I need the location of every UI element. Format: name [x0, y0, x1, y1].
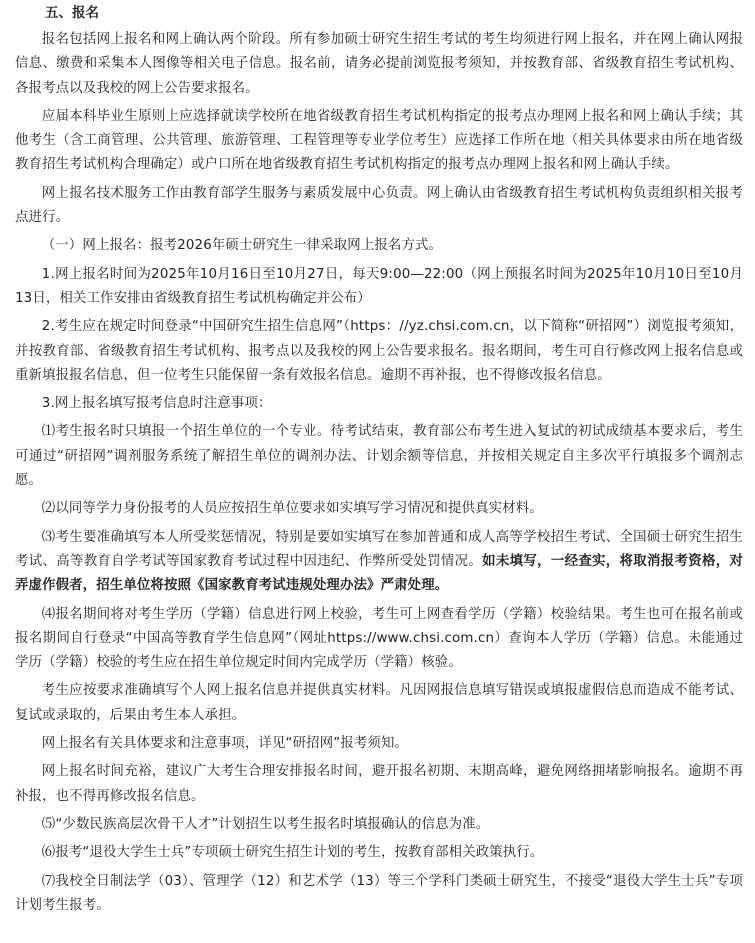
paragraph-timing-advice: 网上报名时间充裕，建议广大考生合理安排报名时间，避开报名初期、末期高峰，避免网络拥堵影响报名。逾期不再补报，也不得再修改报名信息。 — [15, 764, 743, 804]
paragraph-note-2: ⑵以同等学力身份报考的人员应按招生单位要求如实填写学习情况和提供真实材料。 — [41, 501, 543, 517]
paragraph-note-5: ⑸“少数民族高层次骨干人才”计划招生以考生报名时填报确认的信息为准。 — [41, 816, 490, 832]
paragraph-note-3 — [15, 526, 743, 599]
section-heading: 五、报名 — [45, 5, 99, 21]
note-3-text: ⑶考生要准确填写本人所受奖惩情况，特别是要如实填写在参加普通和成人高等学校招生考试、全国硕士研究生招生考试、高等教育自学考试等国家教育考试过程中因违纪、作弊所受处罚情况。 — [15, 529, 743, 569]
paragraph-note-1: ⑴考生报名时只填报一个招生单位的一个专业。待考试结束，教育部公布考生进入复试的初试成绩基本要求后，考生可通过“研招网”调剂服务系统了解招生单位的调剂办法、计划余额等信息，并按相关规定自主多次平行填报多个调剂志愿。 — [15, 424, 743, 489]
paragraph-note-7: ⑺我校全日制法学（03）、管理学（12）和艺术学（13）等三个学科门类硕士研究生，不接受“退役大学生士兵”专项计划考生报考。 — [15, 873, 743, 913]
paragraph-technical-service: 网上报名技术服务工作由教育部学生服务与素质发展中心负责。网上确认由省级教育招生考试机构负责组织相关报考点进行。 — [15, 185, 743, 226]
paragraph-notes-heading: 3.网上报名填写报考信息时注意事项： — [41, 396, 272, 412]
paragraph-note-6: ⑹报考“退役大学生士兵”专项硕士研究生招生计划的考生，按教育部相关政策执行。 — [41, 845, 544, 861]
paragraph-registration-location: 应届本科毕业生原则上应选择就读学校所在地省级教育招生考试机构指定的报考点办理网上报名和网上确认手续；其他考生（含工商管理、公共管理、旅游管理、工程管理等专业学位考生）应选择工作所在地（相关具体要求由所在地省级教育招生考试机构合理确定）或户口所在地省级教育招生考试机构指定的报考点办理网上报名和网上确认手续。 — [15, 108, 743, 173]
note-3-warning: 如未填写，一经查实，将取消报考资格，对弄虚作假者，招生单位将按照《国家教育考试违规处理办法》严肃处理。 — [15, 553, 743, 594]
paragraph-registration-time: 1.网上报名时间为2025年10月16日至10月27日，每天9:00—22:00（网上预报名时间为2025年10月10日至10月13日，相关工作安排由省级教育招生考试机构确定并公布） — [15, 266, 743, 306]
paragraph-online-registration: （一）网上报名：报考2026年硕士研究生一律采取网上报名方式。 — [41, 238, 443, 254]
paragraph-login-instructions: 2.考生应在规定时间登录“中国研究生招生信息网”（https：//yz.chsi.com.cn，以下简称“研招网”）浏览报考须知，并按教育部、省级教育招生考试机构、报考点以及我校的网上公告要求报名。报名期间，考生可自行修改网上报名信息或重新填报报名信息，但一位考生只能保留一条有效报名信息。逾期不再补报，也不得修改报名信息。 — [15, 319, 743, 383]
paragraph-requirements: 网上报名有关具体要求和注意事项，详见“研招网”报考须知。 — [41, 736, 409, 752]
paragraph-note-4: ⑷报名期间将对考生学历（学籍）信息进行网上校验，考生可上网查看学历（学籍）校验结果。考生也可在报名前或报名期间自行登录“中国高等教育学生信息网”（网址https://www.chsi.com.cn）查询本人学历（学籍）信息。未能通过学历（学籍）校验的考生应在招生单位规定时间内完成学历（学籍）核验。 — [15, 606, 743, 671]
paragraph-accuracy: 考生应按要求准确填写个人网上报名信息并提供真实材料。凡因网报信息填写错误或填报虚假信息而造成不能考试、复试或录取的，后果由考生本人承担。 — [15, 683, 743, 723]
paragraph-registration-overview: 报名包括网上报名和网上确认两个阶段。所有参加硕士研究生招生考试的考生均须进行网上报名，并在网上确认网报信息、缴费和采集本人图像等相关电子信息。报名前，请务必提前浏览报考须知，并按教育部、省级教育招生考试机构、各报考点以及我校的网上公告要求报名。 — [15, 32, 743, 96]
